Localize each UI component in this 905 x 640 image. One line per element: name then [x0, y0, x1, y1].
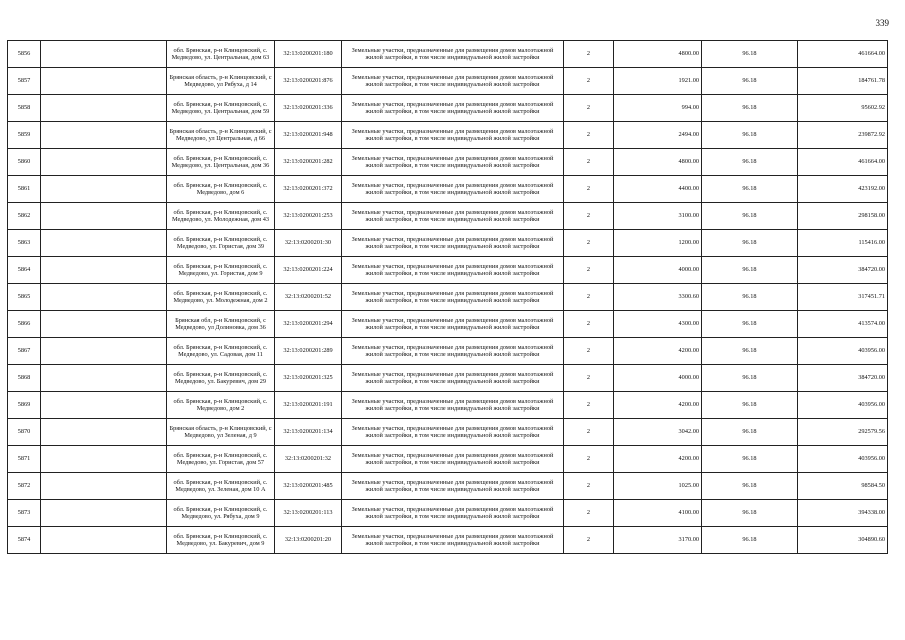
- area-cell: 1200.00: [614, 230, 702, 257]
- area-cell: 3170.00: [614, 527, 702, 554]
- cadastral-number-cell: 32:13:0200201:253: [275, 203, 342, 230]
- permitted-use-cell: Земельные участки, предназначенные для размещения домов малоэтажной жилой застройки, в том числе индивидуальной жилой застройки: [342, 95, 564, 122]
- specific-value-cell: 96.18: [702, 446, 798, 473]
- cadastral-value-cell: 384720.00: [798, 257, 888, 284]
- cadastral-value-cell: 403956.00: [798, 392, 888, 419]
- category-cell: 2: [564, 230, 614, 257]
- permitted-use-cell: Земельные участки, предназначенные для размещения домов малоэтажной жилой застройки, в том числе индивидуальной жилой застройки: [342, 203, 564, 230]
- cadastral-value-cell: 461664.00: [798, 149, 888, 176]
- specific-value-cell: 96.18: [702, 284, 798, 311]
- table-row: [8, 149, 888, 176]
- table-row: [8, 338, 888, 365]
- specific-value-cell: 96.18: [702, 257, 798, 284]
- row-number-cell: 5861: [8, 176, 41, 203]
- cadastral-number-cell: 32:13:0200201:948: [275, 122, 342, 149]
- table-row: [8, 230, 888, 257]
- area-cell: 4400.00: [614, 176, 702, 203]
- category-cell: 2: [564, 203, 614, 230]
- cadastral-number-cell: 32:13:0200201:876: [275, 68, 342, 95]
- permitted-use-cell: Земельные участки, предназначенные для размещения домов малоэтажной жилой застройки, в том числе индивидуальной жилой застройки: [342, 473, 564, 500]
- cadastral-number-cell: 32:13:0200201:134: [275, 419, 342, 446]
- permitted-use-cell: Земельные участки, предназначенные для размещения домов малоэтажной жилой застройки, в том числе индивидуальной жилой застройки: [342, 338, 564, 365]
- cadastral-number-cell: 32:13:0200201:20: [275, 527, 342, 554]
- row-number-cell: 5864: [8, 257, 41, 284]
- area-cell: 4800.00: [614, 41, 702, 68]
- cadastral-value-cell: 384720.00: [798, 365, 888, 392]
- specific-value-cell: 96.18: [702, 230, 798, 257]
- empty-cell: [41, 284, 167, 311]
- table-row: [8, 176, 888, 203]
- table-row: [8, 473, 888, 500]
- category-cell: 2: [564, 446, 614, 473]
- cadastral-value-cell: 413574.00: [798, 311, 888, 338]
- specific-value-cell: 96.18: [702, 500, 798, 527]
- empty-cell: [41, 68, 167, 95]
- address-cell: обл. Брянская, р-н Клинцовский, с. Медведово, ул. Центральная, дом 63: [167, 41, 275, 68]
- cadastral-value-cell: 98584.50: [798, 473, 888, 500]
- area-cell: 4200.00: [614, 392, 702, 419]
- category-cell: 2: [564, 68, 614, 95]
- permitted-use-cell: Земельные участки, предназначенные для размещения домов малоэтажной жилой застройки, в том числе индивидуальной жилой застройки: [342, 122, 564, 149]
- table-row: [8, 41, 888, 68]
- permitted-use-cell: Земельные участки, предназначенные для размещения домов малоэтажной жилой застройки, в том числе индивидуальной жилой застройки: [342, 68, 564, 95]
- empty-cell: [41, 95, 167, 122]
- specific-value-cell: 96.18: [702, 176, 798, 203]
- empty-cell: [41, 446, 167, 473]
- empty-cell: [41, 122, 167, 149]
- area-cell: 4100.00: [614, 500, 702, 527]
- permitted-use-cell: Земельные участки, предназначенные для размещения домов малоэтажной жилой застройки, в том числе индивидуальной жилой застройки: [342, 311, 564, 338]
- table-row: [8, 527, 888, 554]
- area-cell: 4000.00: [614, 365, 702, 392]
- category-cell: 2: [564, 95, 614, 122]
- area-cell: 4000.00: [614, 257, 702, 284]
- category-cell: 2: [564, 527, 614, 554]
- cadastral-value-cell: 403956.00: [798, 338, 888, 365]
- cadastral-value-cell: 298158.00: [798, 203, 888, 230]
- category-cell: 2: [564, 122, 614, 149]
- empty-cell: [41, 419, 167, 446]
- address-cell: обл. Брянская, р-н Клинцовский, с. Медведово, ул. Бакуревич, дом 29: [167, 365, 275, 392]
- specific-value-cell: 96.18: [702, 203, 798, 230]
- cadastral-number-cell: 32:13:0200201:336: [275, 95, 342, 122]
- cadastral-value-cell: 304890.60: [798, 527, 888, 554]
- row-number-cell: 5863: [8, 230, 41, 257]
- address-cell: обл. Брянская, р-н Клинцовский, с. Медведово, ул. Молодежная, дом 43: [167, 203, 275, 230]
- table-row: [8, 500, 888, 527]
- empty-cell: [41, 311, 167, 338]
- category-cell: 2: [564, 365, 614, 392]
- row-number-cell: 5859: [8, 122, 41, 149]
- address-cell: обл. Брянская, р-н Клинцовский, с. Медведово, дом 6: [167, 176, 275, 203]
- empty-cell: [41, 473, 167, 500]
- cadastral-number-cell: 32:13:0200201:191: [275, 392, 342, 419]
- table-row: [8, 122, 888, 149]
- specific-value-cell: 96.18: [702, 41, 798, 68]
- permitted-use-cell: Земельные участки, предназначенные для размещения домов малоэтажной жилой застройки, в том числе индивидуальной жилой застройки: [342, 41, 564, 68]
- empty-cell: [41, 257, 167, 284]
- area-cell: 1921.00: [614, 68, 702, 95]
- specific-value-cell: 96.18: [702, 419, 798, 446]
- table-row: [8, 311, 888, 338]
- permitted-use-cell: Земельные участки, предназначенные для размещения домов малоэтажной жилой застройки, в том числе индивидуальной жилой застройки: [342, 230, 564, 257]
- table-row: [8, 257, 888, 284]
- cadastral-number-cell: 32:13:0200201:224: [275, 257, 342, 284]
- cadastral-value-cell: 115416.00: [798, 230, 888, 257]
- row-number-cell: 5872: [8, 473, 41, 500]
- empty-cell: [41, 338, 167, 365]
- category-cell: 2: [564, 392, 614, 419]
- table-row: [8, 68, 888, 95]
- row-number-cell: 5867: [8, 338, 41, 365]
- area-cell: 4200.00: [614, 338, 702, 365]
- specific-value-cell: 96.18: [702, 95, 798, 122]
- cadastral-value-cell: 95602.92: [798, 95, 888, 122]
- address-cell: обл. Брянская, р-н Клинцовский, с. Медведово, ул. Гористая, дом 57: [167, 446, 275, 473]
- row-number-cell: 5866: [8, 311, 41, 338]
- cadastral-value-cell: 317451.71: [798, 284, 888, 311]
- address-cell: Брянская область, р-н Клинцовский, с Медведово, ул Зеленая, д 9: [167, 419, 275, 446]
- cadastral-number-cell: 32:13:0200201:32: [275, 446, 342, 473]
- specific-value-cell: 96.18: [702, 392, 798, 419]
- specific-value-cell: 96.18: [702, 365, 798, 392]
- row-number-cell: 5874: [8, 527, 41, 554]
- area-cell: 4300.00: [614, 311, 702, 338]
- area-cell: 1025.00: [614, 473, 702, 500]
- permitted-use-cell: Земельные участки, предназначенные для размещения домов малоэтажной жилой застройки, в том числе индивидуальной жилой застройки: [342, 284, 564, 311]
- row-number-cell: 5862: [8, 203, 41, 230]
- row-number-cell: 5860: [8, 149, 41, 176]
- specific-value-cell: 96.18: [702, 149, 798, 176]
- cadastral-number-cell: 32:13:0200201:372: [275, 176, 342, 203]
- cadastral-number-cell: 32:13:0200201:52: [275, 284, 342, 311]
- table-row: [8, 365, 888, 392]
- area-cell: 3042.00: [614, 419, 702, 446]
- category-cell: 2: [564, 338, 614, 365]
- area-cell: 4800.00: [614, 149, 702, 176]
- cadastral-value-cell: 239872.92: [798, 122, 888, 149]
- address-cell: обл. Брянская, р-н Клинцовский, с. Медведово, ул. Центральная, дом 36: [167, 149, 275, 176]
- empty-cell: [41, 203, 167, 230]
- address-cell: обл. Брянская, р-н Клинцовский, с. Медведово, дом 2: [167, 392, 275, 419]
- cadastral-number-cell: 32:13:0200201:180: [275, 41, 342, 68]
- row-number-cell: 5873: [8, 500, 41, 527]
- permitted-use-cell: Земельные участки, предназначенные для размещения домов малоэтажной жилой застройки, в том числе индивидуальной жилой застройки: [342, 257, 564, 284]
- category-cell: 2: [564, 149, 614, 176]
- land-register-table: [7, 40, 888, 554]
- row-number-cell: 5868: [8, 365, 41, 392]
- permitted-use-cell: Земельные участки, предназначенные для размещения домов малоэтажной жилой застройки, в том числе индивидуальной жилой застройки: [342, 527, 564, 554]
- empty-cell: [41, 41, 167, 68]
- address-cell: обл. Брянская, р-н Клинцовский, с. Медведово, ул. Молодежная, дом 2: [167, 284, 275, 311]
- permitted-use-cell: Земельные участки, предназначенные для размещения домов малоэтажной жилой застройки, в том числе индивидуальной жилой застройки: [342, 419, 564, 446]
- address-cell: Брянская область, р-н Клинцовский, с Медведово, ул Рябуха, д 14: [167, 68, 275, 95]
- category-cell: 2: [564, 500, 614, 527]
- cadastral-number-cell: 32:13:0200201:325: [275, 365, 342, 392]
- address-cell: Брянская область, р-н Клинцовский, с Медведово, ул Центральная, д 66: [167, 122, 275, 149]
- permitted-use-cell: Земельные участки, предназначенные для размещения домов малоэтажной жилой застройки, в том числе индивидуальной жилой застройки: [342, 500, 564, 527]
- specific-value-cell: 96.18: [702, 122, 798, 149]
- address-cell: Брянская обл, р-н Клинцовский, с Медведово, ул Долиновка, дом 36: [167, 311, 275, 338]
- category-cell: 2: [564, 41, 614, 68]
- category-cell: 2: [564, 473, 614, 500]
- permitted-use-cell: Земельные участки, предназначенные для размещения домов малоэтажной жилой застройки, в том числе индивидуальной жилой застройки: [342, 176, 564, 203]
- category-cell: 2: [564, 257, 614, 284]
- address-cell: обл. Брянская, р-н Клинцовский, с. Медведово, ул. Зеленая, дом 10 А: [167, 473, 275, 500]
- empty-cell: [41, 500, 167, 527]
- table-row: [8, 392, 888, 419]
- category-cell: 2: [564, 311, 614, 338]
- empty-cell: [41, 365, 167, 392]
- empty-cell: [41, 230, 167, 257]
- cadastral-value-cell: 461664.00: [798, 41, 888, 68]
- area-cell: 4200.00: [614, 446, 702, 473]
- category-cell: 2: [564, 419, 614, 446]
- empty-cell: [41, 392, 167, 419]
- row-number-cell: 5858: [8, 95, 41, 122]
- row-number-cell: 5857: [8, 68, 41, 95]
- cadastral-value-cell: 423192.00: [798, 176, 888, 203]
- area-cell: 3100.00: [614, 203, 702, 230]
- category-cell: 2: [564, 176, 614, 203]
- cadastral-number-cell: 32:13:0200201:113: [275, 500, 342, 527]
- address-cell: обл. Брянская, р-н Клинцовский, с. Медведово, ул. Центральная, дом 59: [167, 95, 275, 122]
- cadastral-value-cell: 292579.56: [798, 419, 888, 446]
- cadastral-number-cell: 32:13:0200201:294: [275, 311, 342, 338]
- row-number-cell: 5856: [8, 41, 41, 68]
- permitted-use-cell: Земельные участки, предназначенные для размещения домов малоэтажной жилой застройки, в том числе индивидуальной жилой застройки: [342, 149, 564, 176]
- category-cell: 2: [564, 284, 614, 311]
- permitted-use-cell: Земельные участки, предназначенные для размещения домов малоэтажной жилой застройки, в том числе индивидуальной жилой застройки: [342, 446, 564, 473]
- specific-value-cell: 96.18: [702, 68, 798, 95]
- page-number: 339: [875, 18, 889, 28]
- table-row: [8, 95, 888, 122]
- cadastral-number-cell: 32:13:0200201:289: [275, 338, 342, 365]
- empty-cell: [41, 527, 167, 554]
- table-row: [8, 419, 888, 446]
- address-cell: обл. Брянская, р-н Клинцовский, с. Медведово, ул. Бакуревич, дом 9: [167, 527, 275, 554]
- cadastral-number-cell: 32:13:0200201:485: [275, 473, 342, 500]
- cadastral-number-cell: 32:13:0200201:282: [275, 149, 342, 176]
- cadastral-value-cell: 184761.78: [798, 68, 888, 95]
- table-row: [8, 203, 888, 230]
- area-cell: 994.00: [614, 95, 702, 122]
- row-number-cell: 5865: [8, 284, 41, 311]
- cadastral-value-cell: 394338.00: [798, 500, 888, 527]
- table-row: [8, 446, 888, 473]
- area-cell: 3300.60: [614, 284, 702, 311]
- cadastral-value-cell: 403956.00: [798, 446, 888, 473]
- address-cell: обл. Брянская, р-н Клинцовский, с. Медведово, ул. Садовая, дом 11: [167, 338, 275, 365]
- specific-value-cell: 96.18: [702, 338, 798, 365]
- table-row: [8, 284, 888, 311]
- area-cell: 2494.00: [614, 122, 702, 149]
- address-cell: обл. Брянская, р-н Клинцовский, с. Медведово, ул. Гористая, дом 39: [167, 230, 275, 257]
- cadastral-number-cell: 32:13:0200201:30: [275, 230, 342, 257]
- specific-value-cell: 96.18: [702, 311, 798, 338]
- address-cell: обл. Брянская, р-н Клинцовский, с. Медведово, ул. Рябуха, дом 9: [167, 500, 275, 527]
- row-number-cell: 5870: [8, 419, 41, 446]
- empty-cell: [41, 176, 167, 203]
- specific-value-cell: 96.18: [702, 527, 798, 554]
- empty-cell: [41, 149, 167, 176]
- row-number-cell: 5871: [8, 446, 41, 473]
- row-number-cell: 5869: [8, 392, 41, 419]
- specific-value-cell: 96.18: [702, 473, 798, 500]
- table-body: [8, 41, 888, 554]
- address-cell: обл. Брянская, р-н Клинцовский, с. Медведово, ул. Гористая, дом 9: [167, 257, 275, 284]
- permitted-use-cell: Земельные участки, предназначенные для размещения домов малоэтажной жилой застройки, в том числе индивидуальной жилой застройки: [342, 392, 564, 419]
- permitted-use-cell: Земельные участки, предназначенные для размещения домов малоэтажной жилой застройки, в том числе индивидуальной жилой застройки: [342, 365, 564, 392]
